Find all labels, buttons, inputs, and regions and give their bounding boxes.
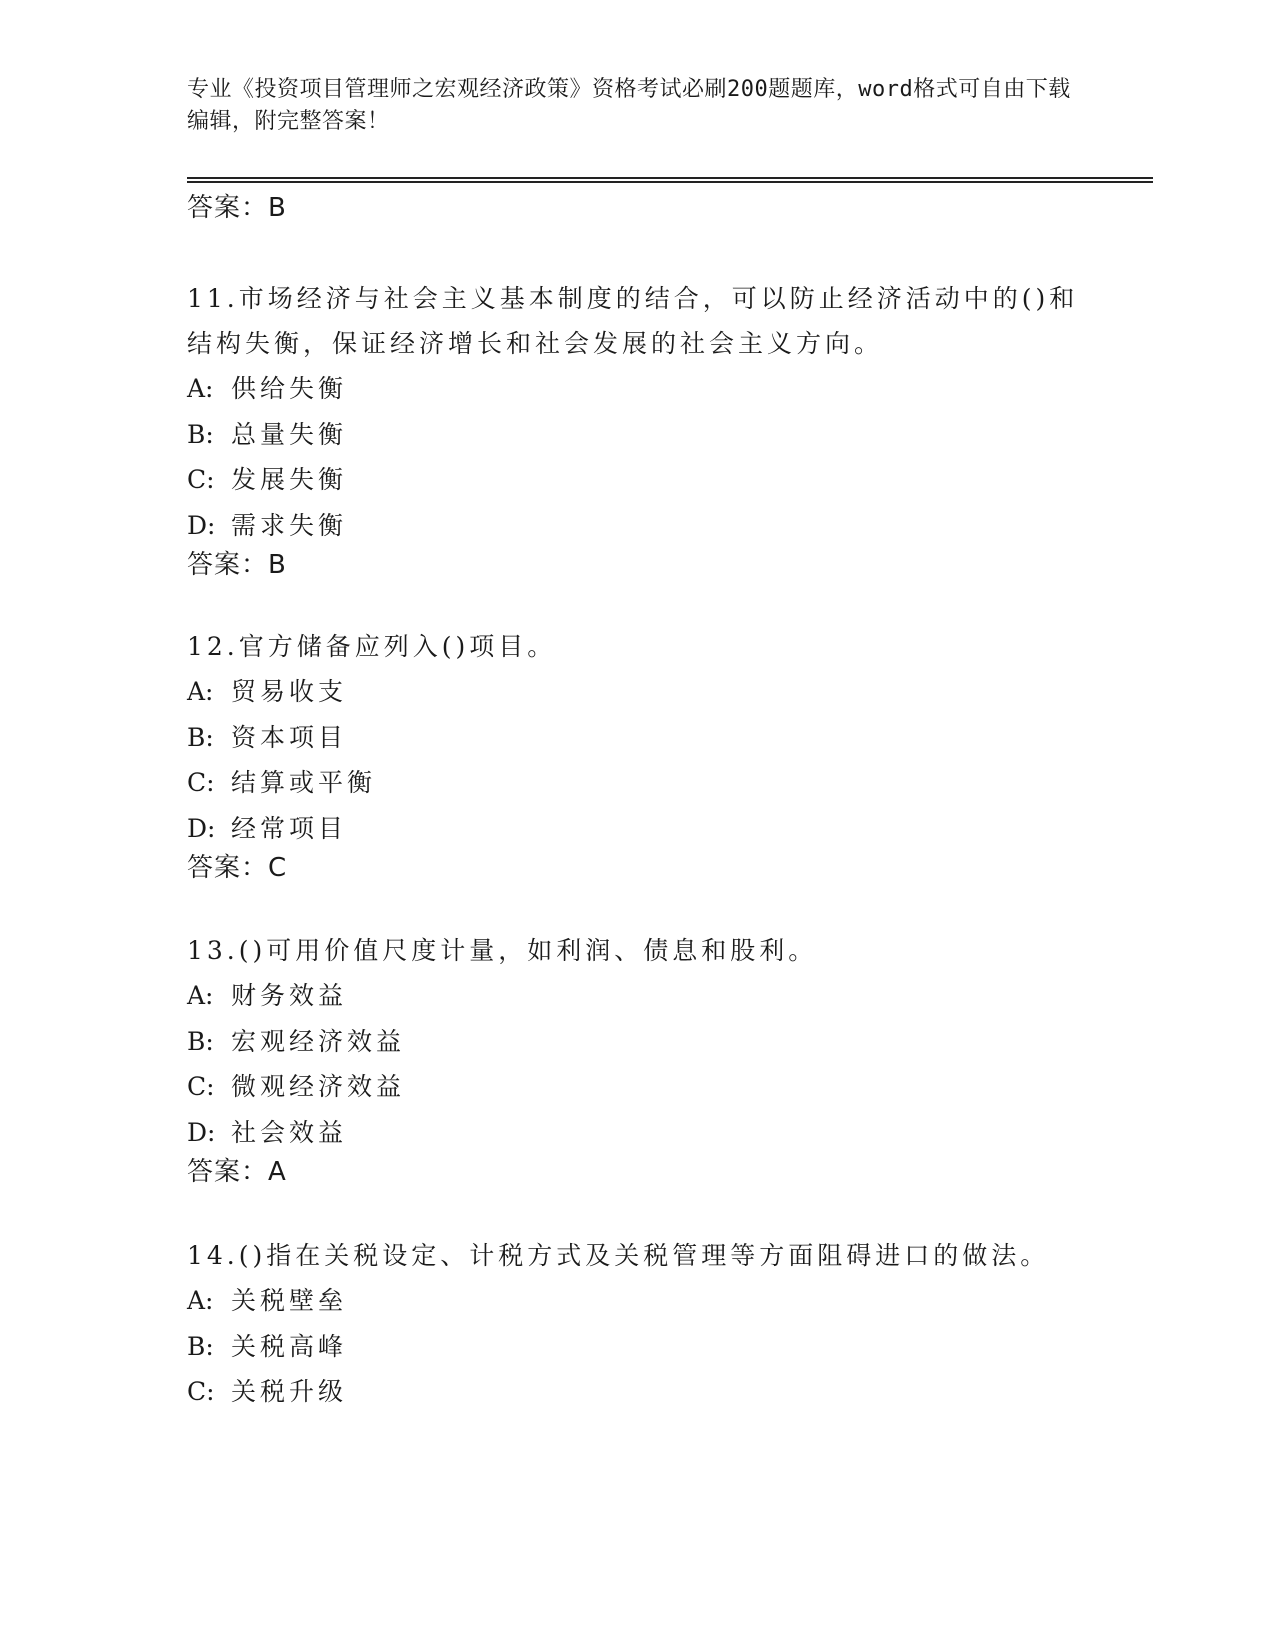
question-stem: 11.市场经济与社会主义基本制度的结合，可以防止经济活动中的()和结构失衡，保证经济增长和社会发展的社会主义方向。 bbox=[187, 284, 1079, 358]
document-header: 专业《投资项目管理师之宏观经济政策》资格考试必刷200题题库，word格式可自由下载编辑，附完整答案！ bbox=[187, 77, 1071, 134]
option-a: A: 贸易收支 bbox=[187, 677, 348, 706]
question-12 bbox=[187, 624, 1087, 885]
question-stem: 12.官方储备应列入()项目。 bbox=[187, 632, 557, 661]
option-d: D: 社会效益 bbox=[187, 1117, 348, 1147]
answer: 答案：A bbox=[187, 1157, 287, 1187]
answer: 答案：C bbox=[187, 853, 288, 883]
option-b: B: 宏观经济效益 bbox=[187, 1026, 406, 1056]
option-a: A: 财务效益 bbox=[187, 981, 348, 1010]
option-a: A: 关税壁垒 bbox=[187, 1286, 348, 1315]
option-b: B: 资本项目 bbox=[187, 722, 348, 752]
option-d: D: 经常项目 bbox=[187, 813, 348, 843]
option-d: D: 需求失衡 bbox=[187, 510, 348, 540]
previous-answer: 答案：B bbox=[187, 193, 287, 223]
option-a: A: 供给失衡 bbox=[187, 374, 348, 403]
option-b: B: 总量失衡 bbox=[187, 419, 348, 449]
question-stem: 14.()指在关税设定、计税方式及关税管理等方面阻碍进口的做法。 bbox=[187, 1241, 1050, 1270]
header-divider-bottom bbox=[187, 181, 1153, 183]
option-b: B: 关税高峰 bbox=[187, 1331, 348, 1361]
question-stem: 13.()可用价值尺度计量，如利润、债息和股利。 bbox=[187, 936, 818, 965]
question-13 bbox=[187, 928, 1087, 1189]
option-c: C: 发展失衡 bbox=[187, 465, 348, 494]
question-14 bbox=[187, 1233, 1087, 1415]
answer: 答案：B bbox=[187, 550, 287, 580]
question-11 bbox=[187, 276, 1087, 582]
option-c: C: 结算或平衡 bbox=[187, 768, 377, 797]
header-divider-top bbox=[187, 177, 1153, 179]
option-c: C: 微观经济效益 bbox=[187, 1072, 406, 1101]
option-c: C: 关税升级 bbox=[187, 1377, 348, 1406]
